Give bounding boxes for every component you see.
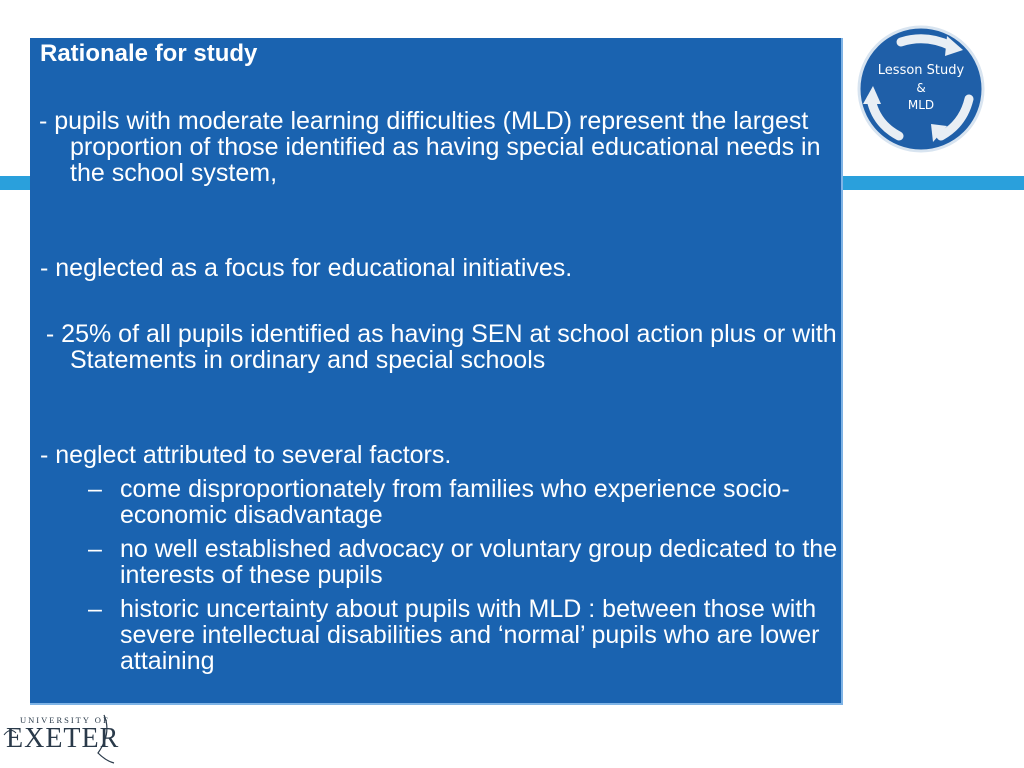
dash-bullet: – — [88, 535, 102, 563]
content-panel — [30, 38, 843, 705]
paragraph-mld-proportion: - pupils with moderate learning difficulties (MLD) represent the largest proportion of those identified as having special educational needs in the school system, — [32, 107, 828, 187]
badge-line2: & — [916, 81, 926, 95]
dash-bullet: – — [88, 595, 102, 623]
sub-bullet-socio-economic — [88, 476, 860, 528]
slide-heading: Rationale for study — [40, 40, 258, 67]
sub-bullet-text: come disproportionately from families who experience socio-economic disadvantage — [120, 475, 790, 529]
lesson-study-cycle-badge — [851, 24, 991, 154]
university-logo — [2, 713, 120, 765]
logo-exeter: EXETER — [6, 723, 120, 754]
dash-bullet: – — [88, 475, 102, 503]
paragraph-neglect-factors: - neglect attributed to several factors. — [40, 441, 452, 469]
sub-bullet-text: no well established advocacy or voluntary group dedicated to the interests of these pupils — [120, 535, 838, 589]
sub-bullet-text: historic uncertainty about pupils with MLD : between those with severe intellectual disabilities and ‘normal’ pupils who are lower attaining — [120, 595, 820, 675]
paragraph-sen-percentage: - 25% of all pupils identified as having SEN at school action plus or with Statements in ordinary and special schools — [32, 320, 844, 374]
paragraph-neglected: - neglected as a focus for educational initiatives. — [40, 254, 573, 282]
badge-line1: Lesson Study — [877, 63, 965, 78]
logo-university-of: UNIVERSITY OF — [20, 715, 110, 725]
sub-bullet-advocacy — [88, 536, 860, 588]
badge-line3: MLD — [907, 98, 935, 112]
sub-bullet-uncertainty — [88, 596, 860, 674]
